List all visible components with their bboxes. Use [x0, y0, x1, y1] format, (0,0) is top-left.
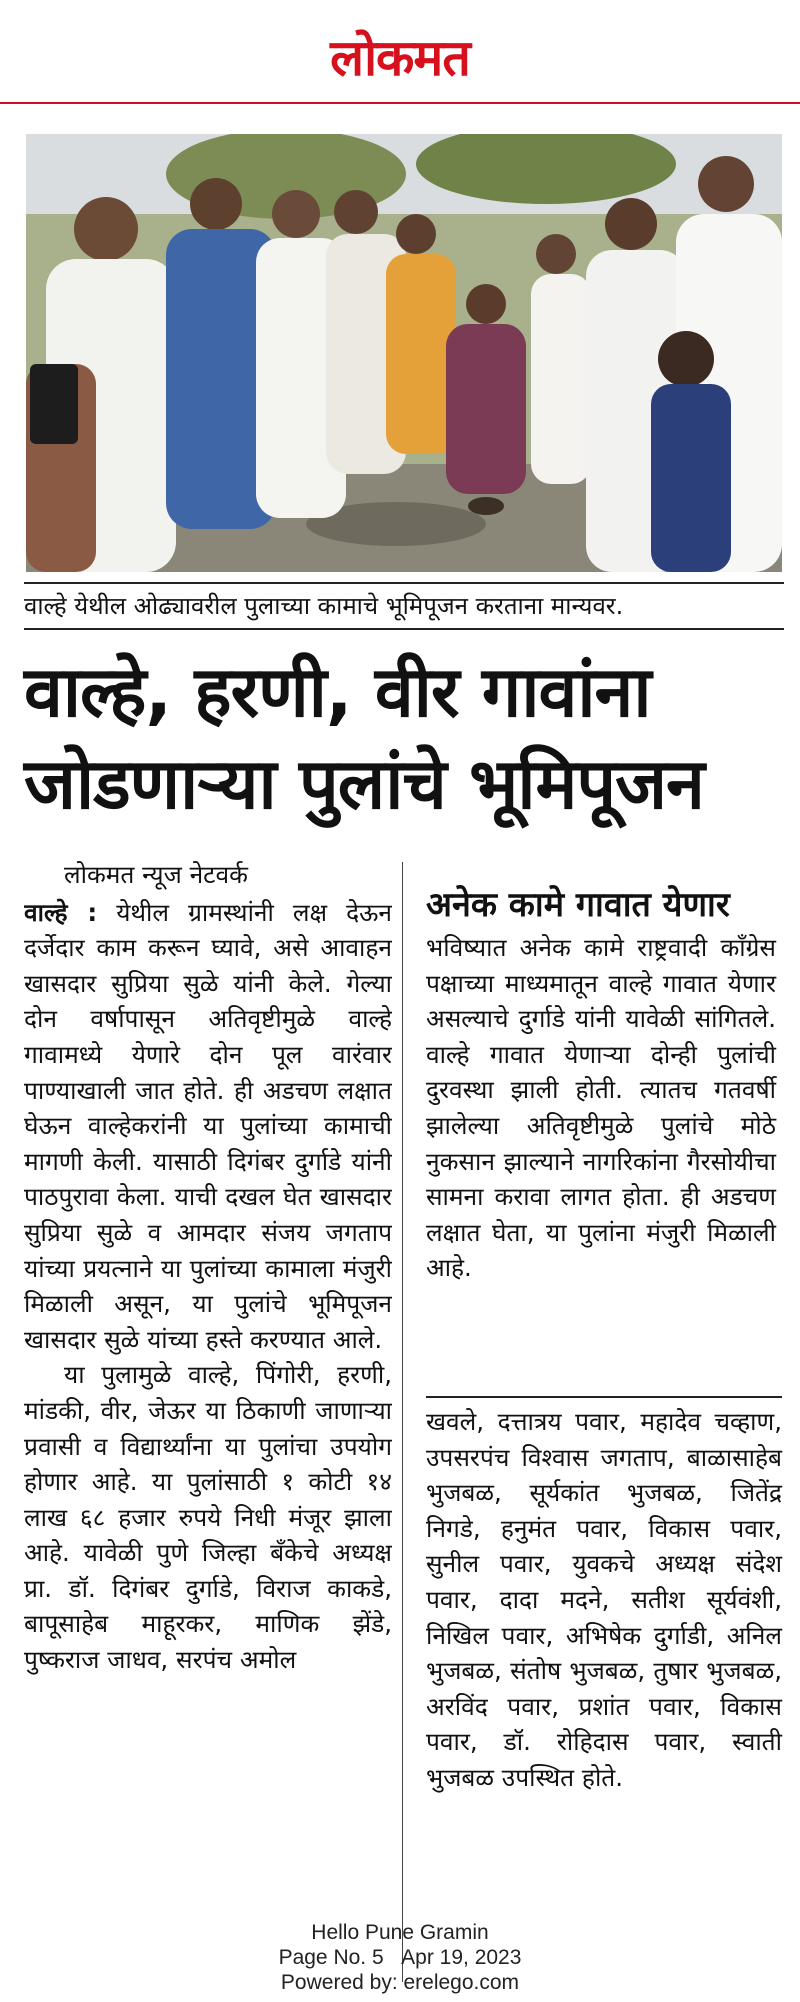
article-paragraph-2: या पुलामुळे वाल्हे, पिंगोरी, हरणी, मांडकी, वीर, जेऊर या ठिकाणी जाणाऱ्या प्रवासी व विद्यार्थ्यांना या पुलांचा उपयोग होणार आहे. या पुलांसाठी १ कोटी १४ लाख ६८ हजार रुपये निधी मंजूर झाला आहे. यावेळी पुणे जिल्हा बँकेचे अध्यक्ष प्रा. डॉ. दिगंबर दुर्गाडे, विराज काकडे, बापूसाहेब माहूरकर, माणिक झेंडे, पुष्कराज जाधव, सरपंच अमोल [24, 1360, 392, 1675]
edition-name: Hello Pune Gramin [311, 1921, 489, 1944]
photo-illustration [26, 134, 782, 572]
box-paragraph: भविष्यात अनेक कामे राष्ट्रवादी काँग्रेस पक्षाच्या माध्यमातून वाल्हे गावात येणार असल्याचे दुर्गाडे यांनी यावेळी सांगितले. वाल्हे गावात येणाऱ्या दोन्ही पुलांची दुरवस्था झाली होती. त्यातच गतवर्षी झालेल्या अतिवृष्टीमुळे पुलांचे मोठे नुकसान झाल्याने नागरिकांना गैरसोयीचा सामना करावा लागत होता. ही अडचण लक्षात घेता, या पुलांना मंजुरी मिळाली आहे. [426, 933, 776, 1283]
page-date: Apr 19, 2023 [401, 1946, 522, 1969]
photo-caption: वाल्हे येथील ओढ्यावरील पुलाच्या कामाचे भूमिपूजन करताना मान्यवर. [24, 582, 784, 630]
masthead [0, 0, 800, 104]
dateline: वाल्हे : [24, 897, 98, 927]
headline-line-1: वाल्हे, हरणी, वीर गावांना [24, 651, 651, 733]
box-divider [426, 1396, 782, 1398]
newspaper-logo: लोकमत [330, 29, 470, 87]
article-continuation [426, 1404, 782, 1796]
headline [24, 646, 784, 830]
powered-by: Powered by: erelego.com [280, 1971, 520, 1994]
box-text [426, 930, 776, 1286]
box-subheading: अनेक कामे गावात येणार [426, 885, 730, 925]
byline: लोकमत न्यूज नेटवर्क [64, 860, 248, 889]
article-left-column [24, 857, 392, 1987]
article-paragraph-1 [24, 895, 392, 1358]
news-photo [26, 134, 782, 572]
page-number: Page No. 5 [278, 1946, 384, 1969]
headline-line-2: जोडणाऱ्या पुलांचे भूमिपूजन [24, 743, 704, 825]
column-divider [402, 862, 403, 1982]
paragraph-1-text: येथील ग्रामस्थांनी लक्ष देऊन दर्जेदार काम करून घ्यावे, असे आवाहन खासदार सुप्रिया सुळे यांनी केले. गेल्या दोन वर्षापासून अतिवृष्टीमुळे वाल्हे गावामध्ये येणारे दोन पूल वारंवार पाण्याखाली जात होते. ही अडचण लक्षात घेऊन वाल्हेकरांनी या पुलांच्या कामाची मागणी केली. यासाठी दिगंबर दुर्गाडे यांनी पाठपुरावा केला. याची दखल घेत खासदार सुप्रिया सुळे व आमदार संजय जगताप यांच्या प्रयत्नाने या पुलांच्या कामाला मंजुरी मिळाली असून, या पुलांचे भूमिपूजन खासदार सुळे यांच्या हस्ते करण्यात आले. [24, 897, 392, 1354]
page-info [0, 1945, 800, 1970]
page-footer [0, 1920, 800, 1995]
continuation-paragraph: खवले, दत्तात्रय पवार, महादेव चव्हाण, उपसरपंच विश्वास जगताप, बाळासाहेब भुजबळ, सूर्यकांत भुजबळ, जितेंद्र निगडे, हनुमंत पवार, विकास पवार, सुनील पवार, युवकचे अध्यक्ष संदेश पवार, दादा मदने, सतीश सूर्यवंशी, निखिल पवार, अभिषेक दुर्गाडी, अनिल भुजबळ, संतोष भुजबळ, तुषार भुजबळ, अरविंद पवार, प्रशांत पवार, विकास पवार, डॉ. रोहिदास पवार, स्वाती भुजबळ उपस्थित होते. [426, 1407, 782, 1792]
